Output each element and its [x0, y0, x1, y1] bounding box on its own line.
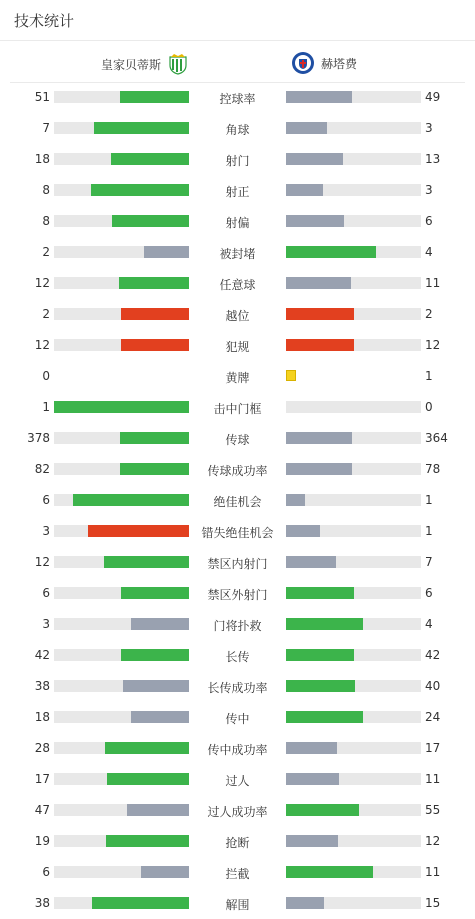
stat-row [0, 206, 475, 237]
home-bar-track [54, 246, 189, 258]
away-bar-track [286, 897, 421, 909]
home-bar-track [54, 835, 189, 847]
yellow-card-icon [286, 370, 296, 381]
away-bar-fill [286, 432, 352, 444]
stat-label: 越位 [225, 309, 250, 323]
away-card-holder [286, 370, 421, 382]
away-bar-track [286, 91, 421, 103]
home-bar-track [54, 773, 189, 785]
away-bar-track [286, 866, 421, 878]
stat-label: 长传 [225, 650, 250, 664]
home-value: 18 [34, 152, 50, 166]
home-value: 3 [42, 524, 50, 538]
away-bar-track [286, 494, 421, 506]
away-value: 1 [425, 524, 433, 538]
stat-row [0, 578, 475, 609]
stat-label: 角球 [225, 123, 250, 137]
home-bar-track [54, 866, 189, 878]
stat-label: 长传成功率 [207, 681, 268, 695]
stat-label: 解围 [225, 898, 250, 912]
home-value: 47 [34, 803, 50, 817]
away-value: 3 [425, 121, 433, 135]
home-value: 12 [34, 338, 50, 352]
home-bar-track [54, 556, 189, 568]
home-team[interactable] [101, 53, 189, 75]
stat-row [0, 268, 475, 299]
stat-label: 过人成功率 [207, 805, 268, 819]
away-value: 4 [425, 245, 433, 259]
away-value: 11 [425, 276, 441, 290]
home-bar-track [54, 525, 189, 537]
away-bar-fill [286, 773, 339, 785]
stat-row [0, 795, 475, 826]
away-bar-track [286, 680, 421, 692]
away-value: 11 [425, 865, 441, 879]
home-value: 12 [34, 276, 50, 290]
stat-label: 射门 [225, 154, 250, 168]
stat-label: 传中 [225, 712, 250, 726]
stat-row [0, 764, 475, 795]
home-bar-track [54, 897, 189, 909]
home-bar-fill [92, 897, 189, 909]
home-value: 42 [34, 648, 50, 662]
away-bar-fill [286, 277, 351, 289]
home-bar-fill [54, 401, 189, 413]
home-value: 51 [34, 90, 50, 104]
stat-row [0, 330, 475, 361]
away-value: 12 [425, 834, 441, 848]
home-bar-fill [106, 835, 189, 847]
home-bar-fill [127, 804, 189, 816]
away-bar-track [286, 711, 421, 723]
stat-row [0, 485, 475, 516]
away-value: 4 [425, 617, 433, 631]
stat-label: 控球率 [219, 92, 256, 106]
home-bar-track [54, 308, 189, 320]
home-bar-track [54, 804, 189, 816]
stat-row [0, 702, 475, 733]
away-value: 15 [425, 896, 441, 910]
away-bar-track [286, 556, 421, 568]
away-bar-track [286, 184, 421, 196]
stat-row [0, 423, 475, 454]
stat-label: 击中门框 [213, 402, 262, 416]
away-bar-track [286, 587, 421, 599]
home-bar-track [54, 618, 189, 630]
away-bar-track [286, 246, 421, 258]
away-value: 2 [425, 307, 433, 321]
stat-label: 错失绝佳机会 [201, 526, 274, 540]
away-bar-track [286, 308, 421, 320]
away-bar-track [286, 277, 421, 289]
home-bar-fill [123, 680, 189, 692]
home-bar-fill [131, 711, 189, 723]
stat-label: 过人 [225, 774, 250, 788]
home-bar-fill [107, 773, 189, 785]
stat-label: 射正 [225, 185, 250, 199]
stat-row [0, 113, 475, 144]
home-bar-fill [73, 494, 189, 506]
away-value: 6 [425, 586, 433, 600]
home-bar-fill [131, 618, 189, 630]
home-bar-fill [111, 153, 189, 165]
stat-label: 传中成功率 [207, 743, 268, 757]
away-bar-fill [286, 835, 338, 847]
away-bar-track [286, 215, 421, 227]
home-value: 7 [42, 121, 50, 135]
home-value: 6 [42, 865, 50, 879]
away-bar-fill [286, 618, 363, 630]
home-bar-fill [120, 91, 189, 103]
away-value: 40 [425, 679, 441, 693]
home-bar-track [54, 401, 189, 413]
away-value: 3 [425, 183, 433, 197]
away-bar-fill [286, 463, 352, 475]
stat-row [0, 82, 475, 113]
away-bar-fill [286, 494, 305, 506]
home-value: 2 [42, 245, 50, 259]
home-value: 19 [34, 834, 50, 848]
home-bar-fill [141, 866, 189, 878]
away-bar-fill [286, 556, 336, 568]
away-bar-track [286, 525, 421, 537]
home-bar-fill [120, 463, 189, 475]
stat-row [0, 361, 475, 392]
stat-label: 门将扑救 [213, 619, 262, 633]
home-bar-track [54, 680, 189, 692]
stat-label: 射偏 [225, 216, 250, 230]
away-team[interactable] [291, 51, 357, 75]
stat-label: 犯规 [225, 340, 250, 354]
stat-row [0, 454, 475, 485]
home-bar-fill [112, 215, 189, 227]
home-bar-fill [120, 432, 189, 444]
away-bar-fill [286, 711, 363, 723]
stat-label: 绝佳机会 [213, 495, 262, 509]
stat-label: 拦截 [225, 867, 250, 881]
stat-label: 抢断 [225, 836, 250, 850]
stat-row [0, 826, 475, 857]
teams-bar [0, 41, 475, 83]
away-bar-fill [286, 91, 352, 103]
away-bar-fill [286, 649, 354, 661]
home-bar-fill [121, 339, 189, 351]
away-bar-fill [286, 246, 376, 258]
getafe-crest-icon [291, 51, 315, 75]
away-bar-fill [286, 897, 324, 909]
away-bar-track [286, 153, 421, 165]
home-value: 8 [42, 183, 50, 197]
home-value: 2 [42, 307, 50, 321]
away-value: 1 [425, 493, 433, 507]
away-bar-fill [286, 587, 354, 599]
away-value: 6 [425, 214, 433, 228]
home-bar-track [54, 463, 189, 475]
stat-row [0, 392, 475, 423]
home-value: 38 [34, 896, 50, 910]
away-value: 364 [425, 431, 448, 445]
stat-row [0, 516, 475, 547]
away-bar-fill [286, 215, 344, 227]
stat-row [0, 175, 475, 206]
stat-row [0, 609, 475, 640]
home-value: 6 [42, 586, 50, 600]
home-value: 17 [34, 772, 50, 786]
away-bar-track [286, 339, 421, 351]
stat-row [0, 547, 475, 578]
stat-row [0, 857, 475, 888]
home-bar-fill [121, 649, 189, 661]
away-bar-track [286, 122, 421, 134]
home-value: 28 [34, 741, 50, 755]
away-value: 55 [425, 803, 441, 817]
stat-label: 黄牌 [225, 371, 250, 385]
home-value: 12 [34, 555, 50, 569]
stat-label: 禁区外射门 [207, 588, 268, 602]
away-value: 1 [425, 369, 433, 383]
stats-header [0, 0, 475, 41]
away-bar-fill [286, 680, 355, 692]
home-value: 1 [42, 400, 50, 414]
stat-label: 传球 [225, 433, 250, 447]
away-bar-track [286, 742, 421, 754]
away-bar-fill [286, 866, 373, 878]
home-bar-fill [94, 122, 189, 134]
away-value: 42 [425, 648, 441, 662]
stat-row [0, 237, 475, 268]
home-bar-track [54, 184, 189, 196]
away-bar-fill [286, 339, 354, 351]
home-value: 3 [42, 617, 50, 631]
home-bar-fill [121, 308, 189, 320]
stat-label: 禁区内射门 [207, 557, 268, 571]
home-team-name: 皇家贝蒂斯 [100, 57, 161, 72]
home-bar-track [54, 742, 189, 754]
away-bar-fill [286, 184, 323, 196]
stat-row [0, 144, 475, 175]
away-value: 7 [425, 555, 433, 569]
home-bar-fill [121, 587, 189, 599]
betis-crest-icon [167, 53, 189, 75]
home-bar-fill [119, 277, 189, 289]
stat-row [0, 888, 475, 919]
home-value: 18 [34, 710, 50, 724]
away-team-name: 赫塔费 [321, 56, 358, 71]
stat-label: 传球成功率 [207, 464, 268, 478]
away-bar-track [286, 463, 421, 475]
away-value: 12 [425, 338, 441, 352]
away-bar-fill [286, 525, 320, 537]
home-bar-fill [91, 184, 189, 196]
away-bar-track [286, 804, 421, 816]
away-bar-track [286, 401, 421, 413]
home-bar-track [54, 277, 189, 289]
home-bar-track [54, 91, 189, 103]
home-value: 82 [34, 462, 50, 476]
away-bar-track [286, 432, 421, 444]
page-title: 技术统计 [14, 12, 75, 30]
away-value: 13 [425, 152, 441, 166]
away-bar-fill [286, 122, 327, 134]
home-bar-track [54, 339, 189, 351]
home-bar-fill [144, 246, 189, 258]
home-bar-track [54, 711, 189, 723]
home-bar-track [54, 122, 189, 134]
away-bar-fill [286, 804, 359, 816]
away-bar-fill [286, 153, 343, 165]
home-value: 0 [42, 369, 50, 383]
home-bar-fill [105, 742, 189, 754]
away-value: 11 [425, 772, 441, 786]
home-bar-track [54, 153, 189, 165]
away-value: 78 [425, 462, 441, 476]
home-value: 8 [42, 214, 50, 228]
away-value: 17 [425, 741, 441, 755]
home-value: 38 [34, 679, 50, 693]
stat-row [0, 671, 475, 702]
home-bar-track [54, 215, 189, 227]
home-bar-track [54, 494, 189, 506]
stat-label: 被封堵 [219, 247, 256, 261]
away-value: 24 [425, 710, 441, 724]
away-bar-fill [286, 308, 354, 320]
stat-row [0, 299, 475, 330]
away-bar-track [286, 618, 421, 630]
home-bar-track [54, 649, 189, 661]
away-value: 0 [425, 400, 433, 414]
home-bar-fill [88, 525, 189, 537]
away-bar-track [286, 773, 421, 785]
stat-row [0, 733, 475, 764]
home-bar-track [54, 587, 189, 599]
away-value: 49 [425, 90, 441, 104]
home-value: 378 [27, 431, 50, 445]
home-bar-fill [104, 556, 189, 568]
stat-row [0, 640, 475, 671]
away-bar-track [286, 649, 421, 661]
away-bar-fill [286, 742, 337, 754]
home-bar-track [54, 432, 189, 444]
stat-label: 任意球 [219, 278, 256, 292]
away-bar-track [286, 835, 421, 847]
home-value: 6 [42, 493, 50, 507]
